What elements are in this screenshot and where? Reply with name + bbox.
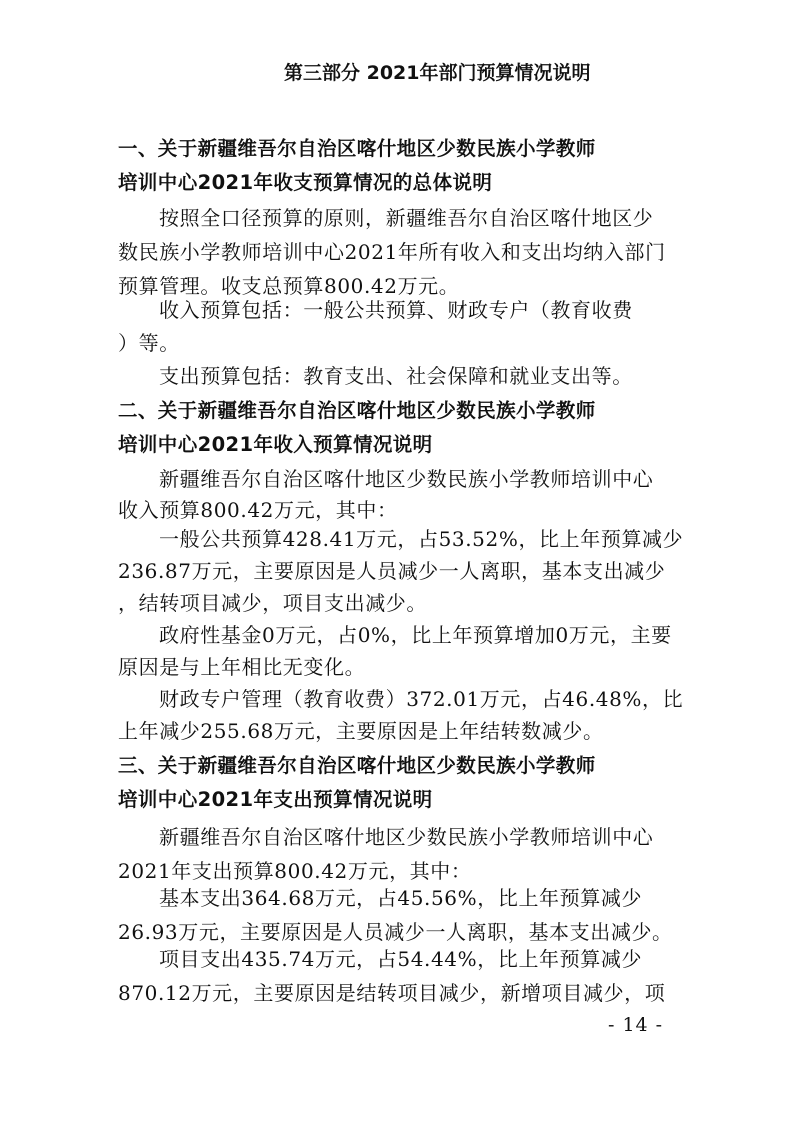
paragraph-line: 236.87万元，主要原因是人员减少一人离职，基本支出减少	[118, 559, 666, 583]
paragraph-line: 收入预算包括：一般公共预算、财政专户（教育收费	[159, 298, 633, 322]
section-heading: 一、关于新疆维吾尔自治区喀什地区少数民族小学教师	[118, 137, 596, 160]
paragraph-line: 原因是与上年相比无变化。	[118, 655, 366, 679]
section-heading: 培训中心2021年收入预算情况说明	[118, 433, 433, 456]
paragraph-line: 支出预算包括：教育支出、社会保障和就业支出等。	[159, 364, 633, 388]
paragraph-line: 按照全口径预算的原则，新疆维吾尔自治区喀什地区少	[159, 206, 654, 230]
page-number: - 14 -	[608, 1014, 664, 1036]
paragraph-line: 新疆维吾尔自治区喀什地区少数民族小学教师培训中心	[159, 467, 654, 491]
section-heading: 二、关于新疆维吾尔自治区喀什地区少数民族小学教师	[118, 399, 596, 422]
paragraph-line: 预算管理。收支总预算800.42万元。	[118, 274, 460, 298]
paragraph-line: 数民族小学教师培训中心2021年所有收入和支出均纳入部门	[118, 240, 666, 264]
paragraph-line: 2021年支出预算800.42万元，其中：	[118, 859, 472, 883]
paragraph-line: 26.93万元，主要原因是人员减少一人离职，基本支出减少。	[118, 920, 673, 944]
section-heading: 培训中心2021年支出预算情况说明	[118, 788, 433, 811]
paragraph-line: 新疆维吾尔自治区喀什地区少数民族小学教师培训中心	[159, 825, 654, 849]
paragraph-line: 收入预算800.42万元，其中：	[118, 498, 398, 522]
page-title: 第三部分 2021年部门预算情况说明	[284, 62, 591, 84]
paragraph-line: ，结转项目减少，项目支出减少。	[118, 591, 427, 615]
paragraph-line: 一般公共预算428.41万元，占53.52%，比上年预算减少	[159, 527, 684, 551]
section-heading: 三、关于新疆维吾尔自治区喀什地区少数民族小学教师	[118, 754, 596, 777]
section-heading: 培训中心2021年收支预算情况的总体说明	[118, 171, 493, 194]
paragraph-line: 基本支出364.68万元，占45.56%，比上年预算减少	[159, 886, 643, 910]
paragraph-line: 财政专户管理（教育收费）372.01万元，占46.48%，比	[159, 687, 684, 711]
paragraph-line: 870.12万元，主要原因是结转项目减少，新增项目减少，项	[118, 981, 666, 1005]
paragraph-line: 项目支出435.74万元，占54.44%，比上年预算减少	[159, 947, 643, 971]
paragraph-line: 政府性基金0万元，占0%，比上年预算增加0万元，主要	[159, 623, 672, 647]
paragraph-line: 上年减少255.68万元，主要原因是上年结转数减少。	[118, 719, 604, 743]
paragraph-line: ）等。	[118, 331, 180, 355]
